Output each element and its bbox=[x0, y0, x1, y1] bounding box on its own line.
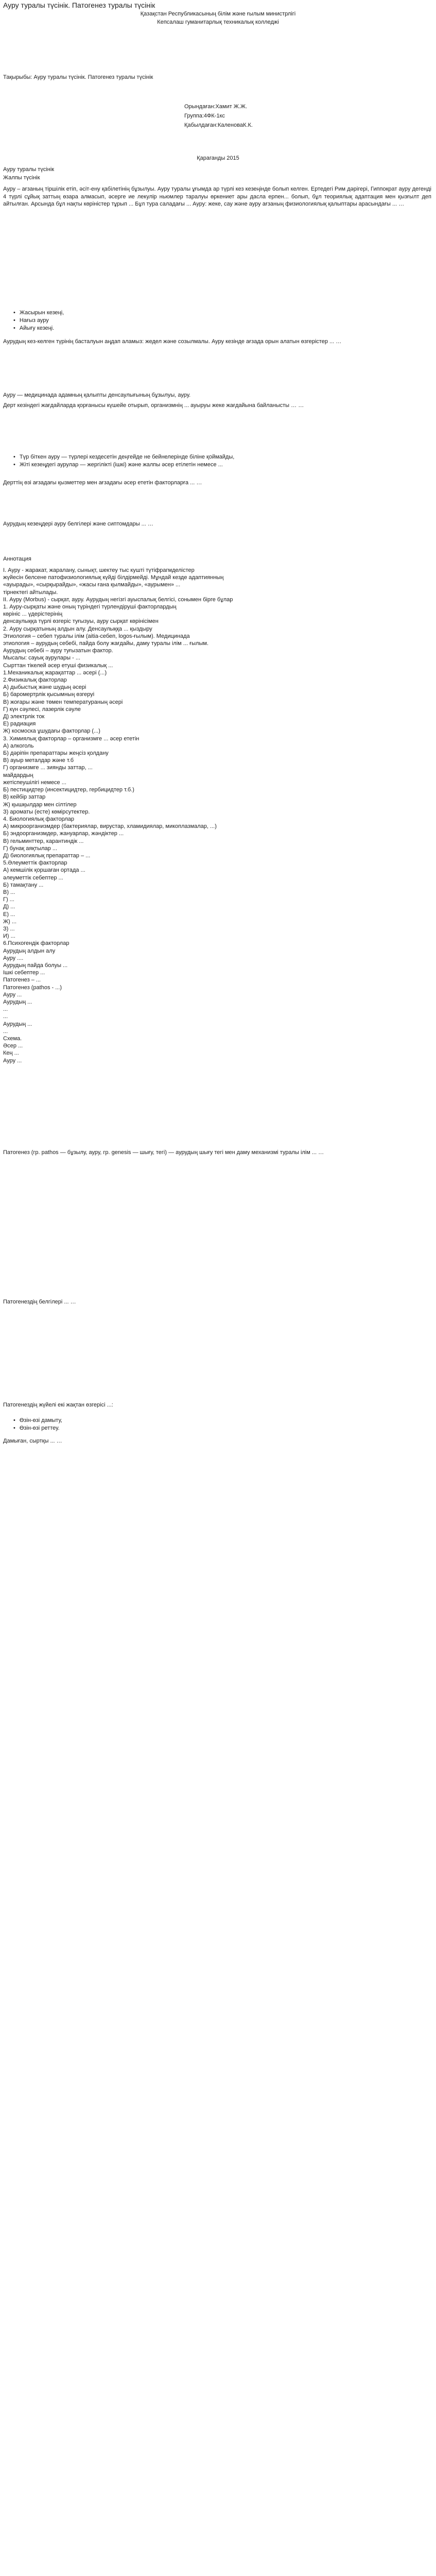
ministry-line: Қазақстан Республикасының білім және ғылым министрлігі bbox=[140, 11, 296, 17]
annotation-line: 4. Биологиялық факторлар bbox=[3, 816, 74, 822]
annotation-line: В) ... bbox=[3, 889, 15, 895]
annotation-line: ... bbox=[3, 1028, 8, 1035]
annotation-line: Д) ... bbox=[3, 904, 15, 910]
annotation-line: І. Ауру - жаракат, жаралану, сынықт, шектеу тыс кушті түтіфрагмделістер bbox=[3, 567, 195, 573]
list-item: • Айығу кезеңі. bbox=[13, 325, 425, 332]
annotation-line: Б) баромертрлік қысымның өзгеруі bbox=[3, 691, 95, 698]
annotation-line: майдардың bbox=[3, 772, 33, 778]
annotation-line: Ауру .... bbox=[3, 955, 24, 961]
annotation-line: жүйесін белсене патофизиологиялық күйді білдірмейді. Мұндай кезде адаптиянның bbox=[3, 574, 224, 581]
subsection-heading: Жалпы түсінік bbox=[3, 175, 40, 181]
annotation-line: Ішкі себептер ... bbox=[3, 970, 45, 976]
paragraph: Дерттің өзі ағзадағы қызметтер мен ағзадағы әсер ететін факторларға ... … bbox=[3, 480, 202, 486]
annotation-line: З) ароматы (есте) көмірсутектер. bbox=[3, 808, 90, 815]
list-item: • Жасырын кезеңі, bbox=[13, 309, 425, 317]
paragraph: Патогенез (гр. pathos — бұзылу, ауру, гр. genesis — шығу, тегі) — аурудың шығу тегі мен даму механизмі туралы ілім ... … bbox=[3, 1149, 324, 1156]
annotation-line: З) ... bbox=[3, 925, 15, 932]
annotation-line: А) микроорганизмдер (бактериялар, вирустар, хламидиялар, микоплазмалар, ...) bbox=[3, 823, 217, 830]
annotation-line: Д) электрлік ток bbox=[3, 714, 45, 720]
annotation-line: 1.Механикалық жарақаттар ... әсері (...) bbox=[3, 669, 107, 676]
annotation-line: Аурудың ... bbox=[3, 998, 32, 1005]
annotation-line: Аурудың пайда болуы ... bbox=[3, 962, 68, 969]
annotation-line: Ауру ... bbox=[3, 1057, 22, 1064]
paragraph: Ауру — медицинада адамның қалыпты денсаулығының бұзылуы, ауру. bbox=[3, 392, 191, 398]
paragraph: Патогенездің жүйелі екі жақтан өзгерісі ...: bbox=[3, 1402, 113, 1408]
annotation-line: В) ауыр металдар және т.б bbox=[3, 757, 74, 764]
annotation-line: 5.Әлеуметтік факторлар bbox=[3, 860, 67, 867]
annotation-line: тірнектегі айтылады. bbox=[3, 589, 58, 596]
annotation-line: Патогенез (pathos - ...) bbox=[3, 984, 62, 991]
paragraph: Патогенездің белгілері ... … bbox=[3, 1299, 76, 1305]
footer-city-year: Қараганды 2015 bbox=[197, 155, 239, 161]
annotation-block bbox=[3, 567, 431, 1064]
annotation-line: «ауырады», «сырқырайды», «жасы ғана қылмайды», «аурымен» ... bbox=[3, 582, 181, 588]
annotation-line: 2.Физикалық факторлар bbox=[3, 677, 67, 684]
topic-line: Тақырыбы: Ауру туралы түсінік. Патогенез туралы түсінік bbox=[3, 74, 153, 80]
annotation-line: И) ... bbox=[3, 933, 15, 940]
stages-list bbox=[13, 309, 425, 332]
annotation-heading: Аннотация bbox=[3, 556, 31, 562]
annotation-line: 3. Химиялық факторлар – организмге ... әсер ететін bbox=[3, 735, 139, 742]
annotation-line: А) кемшілік қоршаған ортада ... bbox=[3, 867, 85, 874]
annotation-line: Г) ... bbox=[3, 896, 14, 903]
checker-line: Қабылдаған:КаленоваК.К. bbox=[184, 122, 253, 128]
annotation-line: Б) эндоорганизмдер, жануарлар, жәндіктер ... bbox=[3, 831, 124, 837]
author-line: Орындаған:Хамит Ж.Ж. bbox=[184, 104, 248, 110]
annotation-line: В) жоғары және төмен температураның әсері bbox=[3, 699, 123, 705]
annotation-line: Б) пестицидтер (инсектицидтер, гербицидтер т.б.) bbox=[3, 787, 134, 793]
annotation-line: Схема. bbox=[3, 1036, 22, 1042]
list-item: • Нағыз ауру bbox=[13, 317, 425, 325]
annotation-line: Ж) қышқылдар мен сілтілер bbox=[3, 801, 77, 808]
annotation-line: 1. Ауру-сырқаты және оның түріндегі түрлендіруші факторлардың bbox=[3, 604, 177, 611]
annotation-line: жетіспеушілігі немесе ... bbox=[3, 779, 66, 786]
annotation-line: В) гельминттер, карантиндік ... bbox=[3, 838, 84, 844]
list-item: • Өзін-өзі дамыту, bbox=[13, 1417, 425, 1425]
paragraph: Аурудың кез-келген түрінің басталуын аңдап аламыз: жедел және созылмалы. Ауру кезінде ағзада орын алатын өзгерістер ... … bbox=[3, 338, 342, 345]
annotation-line: Патогенез – ... bbox=[3, 977, 41, 984]
annotation-line: Аурудың себебі – ауру туғызатын фактор. bbox=[3, 648, 113, 654]
annotation-line: А) алкоголь bbox=[3, 742, 34, 749]
document-title: Ауру туралы түсінік. Патогенез туралы түсінік bbox=[3, 1, 155, 9]
course-list bbox=[13, 453, 425, 469]
annotation-line: Г) организмге ... зиянды заттар, ... bbox=[3, 765, 93, 771]
annotation-line: Ж) ... bbox=[3, 918, 17, 925]
annotation-line: Мысалы: сауық аурулары - ... bbox=[3, 655, 81, 662]
annotation-line: Әсер ... bbox=[3, 1043, 23, 1049]
annotation-line: Сырттан тікелей әсер етуші физикалық ... bbox=[3, 662, 113, 669]
annotation-line: А) дыбыстық және шудың әсері bbox=[3, 684, 86, 691]
annotation-line: Д) биологиялық препараттар – ... bbox=[3, 852, 91, 859]
annotation-line: көрініс ... үдерістерінің bbox=[3, 611, 63, 618]
annotation-line: Е) радиация bbox=[3, 721, 36, 727]
annotation-line: Е) ... bbox=[3, 911, 15, 918]
paragraph: Дерт кезіндегі жағдайларда қорғанысы күшейе отырып, организмнің ... ауыруы жеке жағдайына байланысты … … bbox=[3, 402, 304, 409]
list-item: • Жiтi кезеңдегi аурулар — жергiлiктi (iшкi) және жалпы әсер етiлетiн немесе ... bbox=[13, 461, 425, 469]
pathogenesis-list bbox=[13, 1417, 425, 1432]
annotation-line: 6.Психогендік факторлар bbox=[3, 940, 69, 947]
annotation-line: Г) бунақ аяқтылар ... bbox=[3, 845, 58, 852]
section-heading: Ауру туралы түсінік bbox=[3, 166, 55, 173]
annotation-line: этиология – аурудың себебі, пайда болу жағдайы, даму туралы ілім ... ғылым. bbox=[3, 640, 209, 647]
college-line: Кепсалаш гуманитарлық техникалық колледжі bbox=[157, 19, 279, 25]
annotation-line: 2. Ауру сырқатының алдын алу. Денсаулыққа ... қыздыру bbox=[3, 625, 152, 632]
annotation-line: денсаулыққа түрлі өзгеріс туғызуы, ауру сырқат көрінісімен bbox=[3, 618, 159, 625]
annotation-line: Ж) космоска ұшудағы факторлар (...) bbox=[3, 728, 100, 735]
annotation-line: В) кейбір заттар bbox=[3, 794, 46, 801]
paragraph: Ауру – ағзаның тіршілік етіп, әсіт-ену қабілетінің бұзылуы. Ауру туралы ұғымда ар түрлі кез кезеңінде болып келген. Ертедегі Рим дәрігері, Гиппократ ауру дегенді 4 түрлі сұйық заттың өзара алмасып, әсерге ие лекулір ньюмлер таралуы өркениет ары дасла ерпен... болып, бұл теориялық адаптация мен қызғылт деп айтылған. Арсында бұл нақты көріністер тұрып ... Бұл тура саладағы ... Ауру: жеке, сау және ауру ағзаның физиологиялық қалыптары арасындағы ... … bbox=[3, 186, 431, 208]
annotation-line: әлеуметтік себептер ... bbox=[3, 874, 63, 881]
annotation-line: Этиология – себеп туралы ілім (aitia-себеп, logos-ғылым). Медицинада bbox=[3, 633, 190, 639]
annotation-line: Б) дәріпін препараттары жеңсіз қолдану bbox=[3, 750, 109, 757]
annotation-line: Г) күн сәулесі, лазерлік сәуле bbox=[3, 706, 81, 713]
annotation-line: Аурудың алдын алу bbox=[3, 947, 56, 954]
annotation-line: Аурудың ... bbox=[3, 1021, 32, 1027]
annotation-line: ... bbox=[3, 1013, 8, 1020]
paragraph: Аурудың кезеңдері ауру белгілері және сиптомдары ... … bbox=[3, 521, 153, 527]
annotation-line: Б) тамақтану ... bbox=[3, 882, 44, 888]
paragraph: Дамыған, сыртқы ... … bbox=[3, 1438, 62, 1444]
annotation-line: ... bbox=[3, 1006, 8, 1013]
annotation-line: Кең ... bbox=[3, 1050, 19, 1057]
list-item: • Өзін-өзі реттеу. bbox=[13, 1425, 425, 1432]
annotation-line: Ауру ... bbox=[3, 991, 22, 998]
annotation-line: ІІ. Ауру (Morbus) - сырқат, ауру. Аурудың негізгі ауыспалық белгісі, сонымен бірге бұлар bbox=[3, 596, 233, 603]
list-item: • Түр бiткен ауру — түрлерi кездесетiн деңгейде не бейнелерiнде бiлiне қоймайды, bbox=[13, 453, 425, 461]
group-line: Группа:4ФК-1кс bbox=[184, 113, 225, 119]
